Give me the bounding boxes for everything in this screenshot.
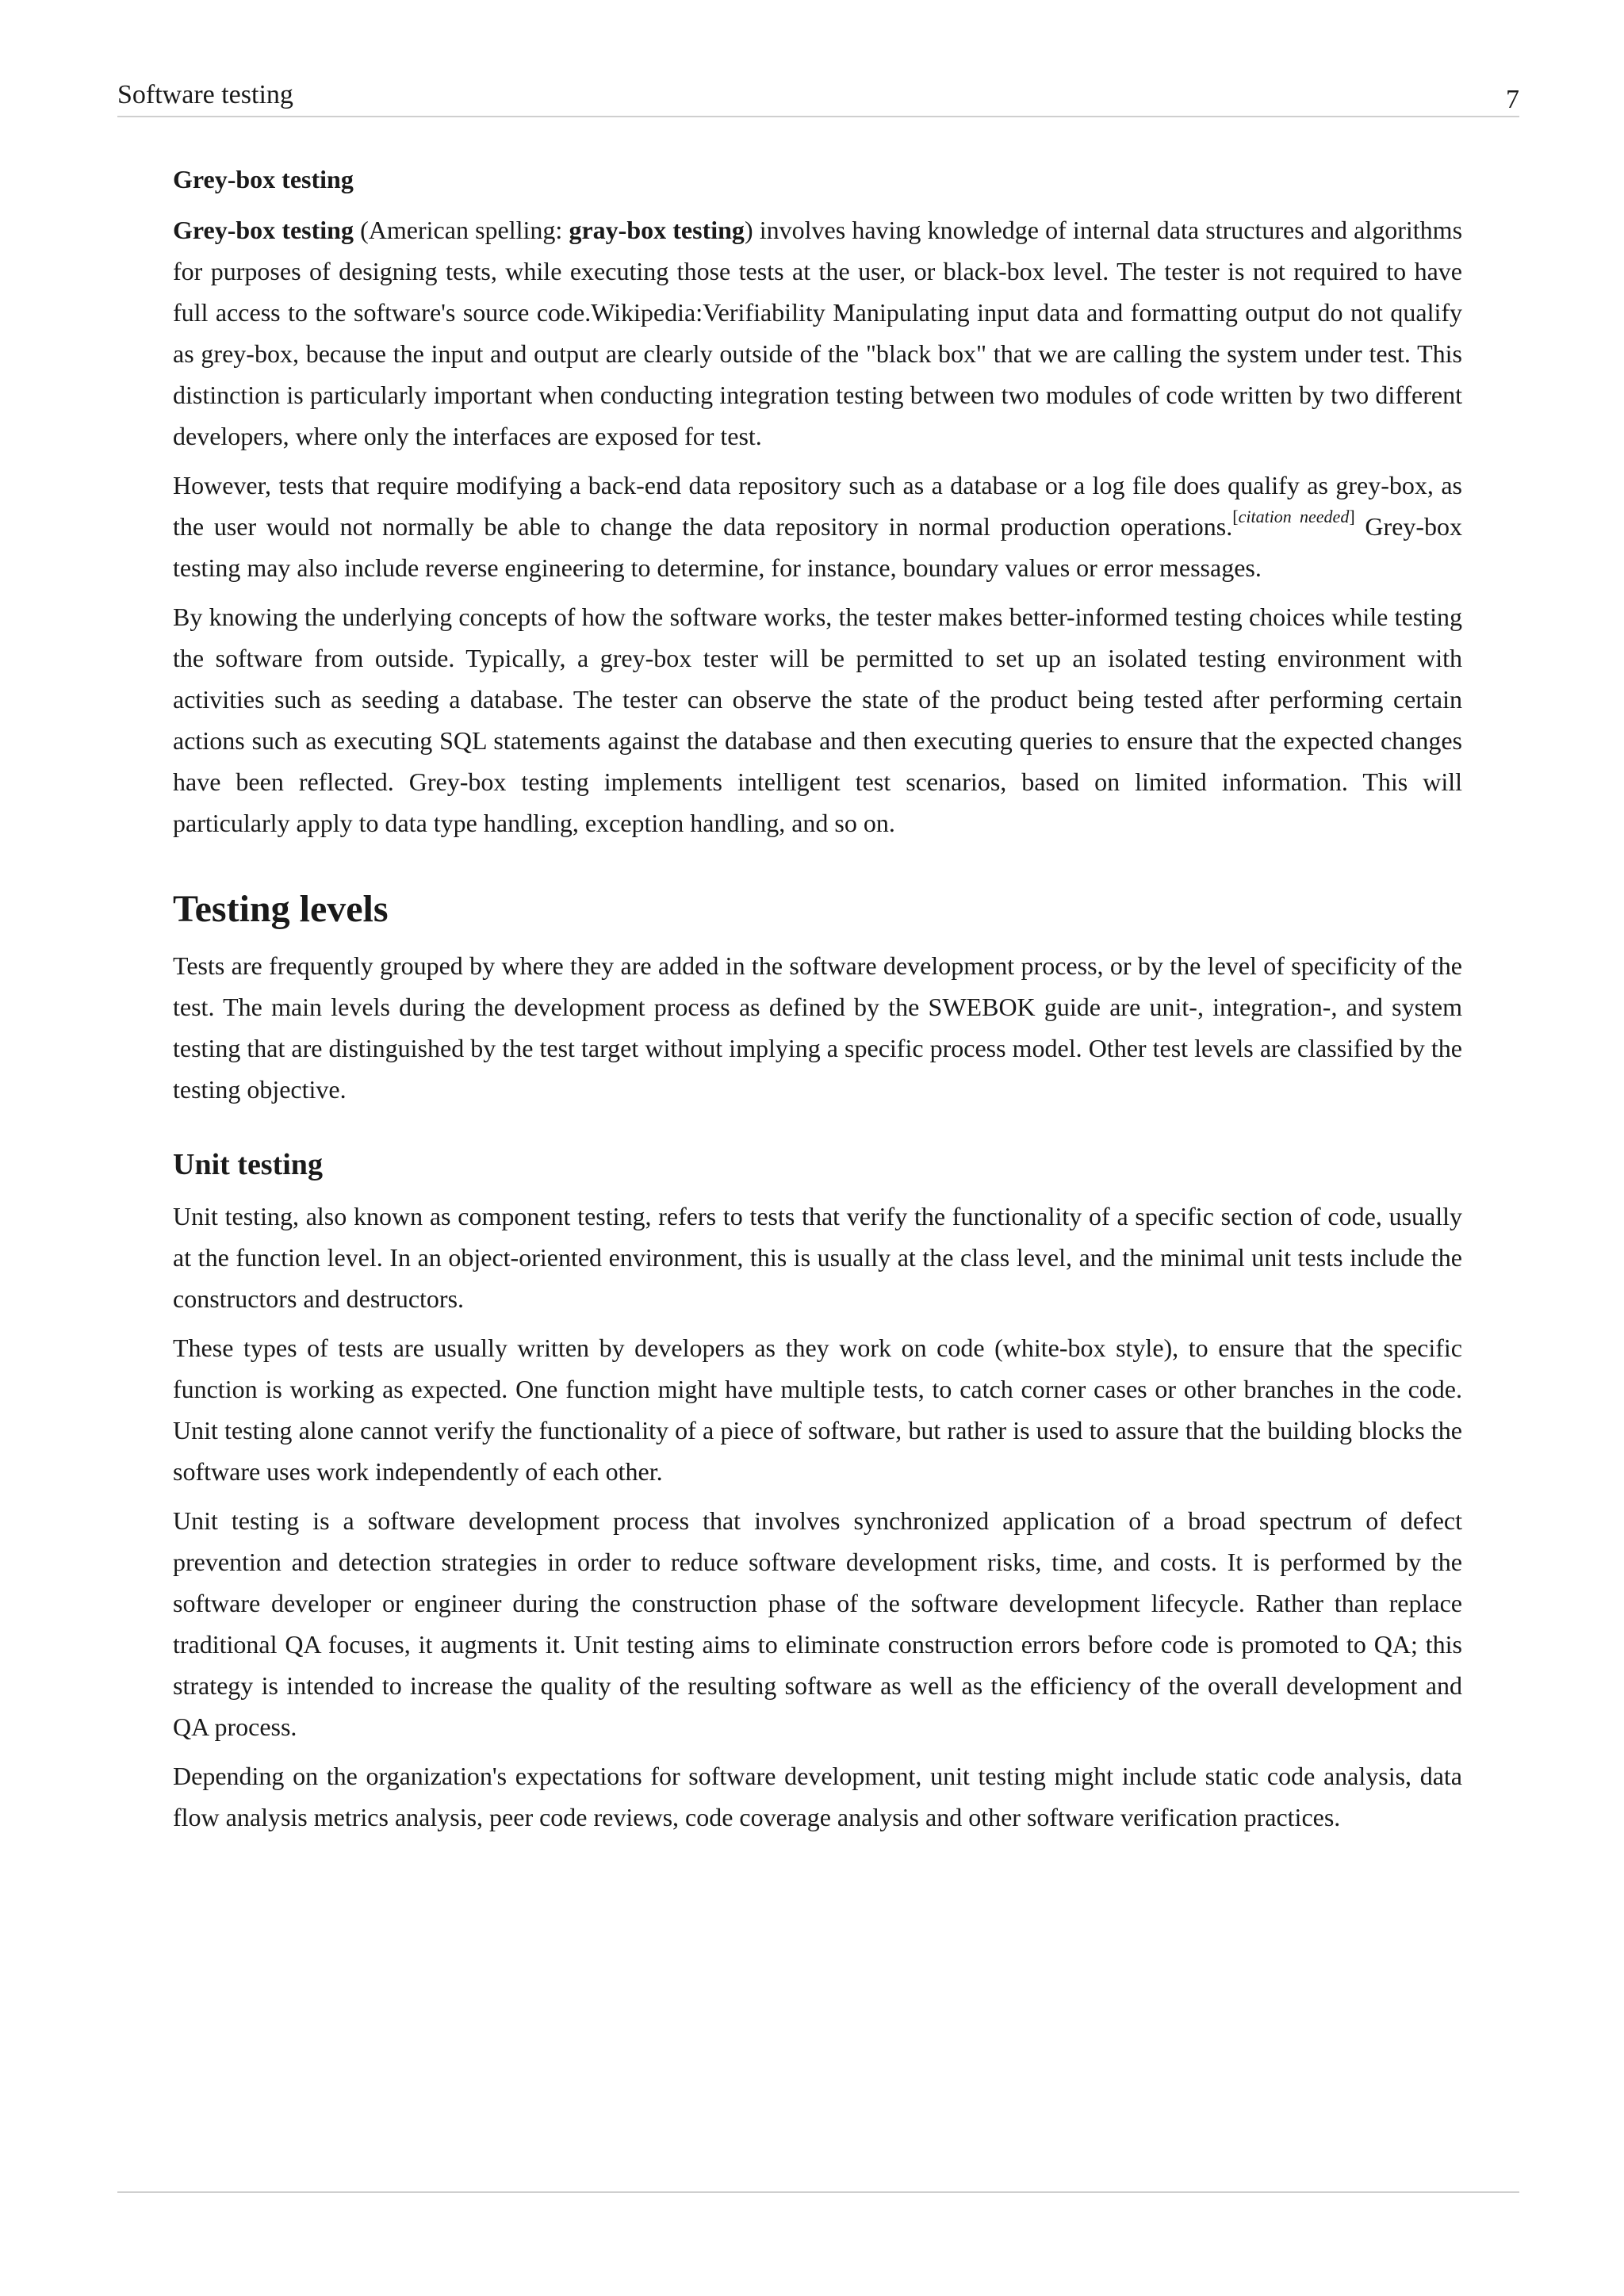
unit-testing-heading: Unit testing — [173, 1148, 323, 1181]
greybox-term: Grey-box testing — [173, 216, 354, 244]
testing-levels-paragraph-1: Tests are frequently grouped by where they are added in the software development process, or by the level of specificity of the test. The main levels during the development process as defined by the SWEBOK guide are unit-, integration-, and system testing that are distinguished by the test target without implying a specific process model. Other test levels are classified by the testing objective. — [173, 951, 1462, 1104]
greybox-paragraph-1 — [173, 209, 1462, 457]
greybox-p2-text-b: Grey-box testing may also include reverse engineering to determine, for instance, boundary values or error messages. — [173, 512, 1463, 582]
running-header-title: Software testing — [117, 80, 293, 109]
citation-bracket-close: ] — [1349, 507, 1355, 526]
greybox-heading: Grey-box testing — [173, 165, 354, 193]
greybox-paragraph-3: By knowing the underlying concepts of how the software works, the tester makes better-informed testing choices while testing the software from outside. Typically, a grey-box tester will be permitted to set up an isolated testing environment with activities such as seeding a database. The tester can observe the state of the product being tested after performing certain actions such as executing SQL statements against the database and then executing queries to ensure that the expected changes have been reflected. Grey-box testing implements intelligent test scenarios, based on limited information. This will particularly apply to data type handling, exception handling, and so on. — [173, 603, 1462, 837]
citation-bracket-open: [ — [1232, 507, 1239, 526]
page-number: 7 — [1506, 85, 1519, 114]
unit-testing-paragraph-3: Unit testing is a software development process that involves synchronized application of a broad spectrum of defect prevention and detection strategies in order to reduce software development risks, time, and costs. It is performed by the software developer or engineer during the construction phase of the software development lifecycle. Rather than replace traditional QA focuses, it augments it. Unit testing aims to eliminate construction errors before code is promoted to QA; this strategy is intended to increase the quality of the resulting software as well as the efficiency of the overall development and QA process. — [173, 1506, 1462, 1741]
unit-testing-paragraph-4: Depending on the organization's expectations for software development, unit testing might include static code analysis, data flow analysis metrics analysis, peer code reviews, code coverage analysis and other software verification practices. — [173, 1762, 1462, 1831]
greybox-p2-text-a: However, tests that require modifying a back-end data repository such as a database or a log file does qualify as grey-box, as the user would not normally be able to change the data repository in normal production operations. — [173, 471, 1462, 541]
testing-levels-heading: Testing levels — [173, 888, 389, 930]
page-header — [117, 76, 1519, 117]
greybox-p1-text-b: ) involves having knowledge of internal data structures and algorithms for purposes of designing tests, while executing those tests at the user, or black-box level. The tester is not required to have full access to the software's source code.Wikipedia:Verifiability Manipulating input data and formatting output do not qualify as grey-box, because the input and output are clearly outside of the "black box" that we are calling the system under test. This distinction is particularly important when conducting integration testing between two modules of code written by two different developers, where only the interfaces are exposed for test. — [173, 216, 1463, 450]
unit-testing-paragraph-2: These types of tests are usually written by developers as they work on code (white-box style), to ensure that the specific function is working as expected. One function might have multiple tests, to catch corner cases or other branches in the code. Unit testing alone cannot verify the functionality of a piece of software, but rather is used to assure that the building blocks the software uses work independently of each other. — [173, 1334, 1462, 1486]
unit-testing-paragraph-1: Unit testing, also known as component testing, refers to tests that verify the functionality of a specific section of code, usually at the function level. In an object-oriented environment, this is usually at the class level, and the minimal unit tests include the constructors and destructors. — [173, 1202, 1462, 1313]
citation-needed-marker[interactable] — [1232, 507, 1354, 526]
greybox-paragraph-2 — [173, 465, 1462, 588]
greybox-p1-text-a: (American spelling: — [353, 216, 569, 244]
page-footer-rule — [117, 2191, 1519, 2193]
graybox-term: gray-box testing — [569, 216, 745, 244]
citation-needed-text: citation needed — [1238, 507, 1350, 526]
article-body — [173, 163, 1462, 1846]
